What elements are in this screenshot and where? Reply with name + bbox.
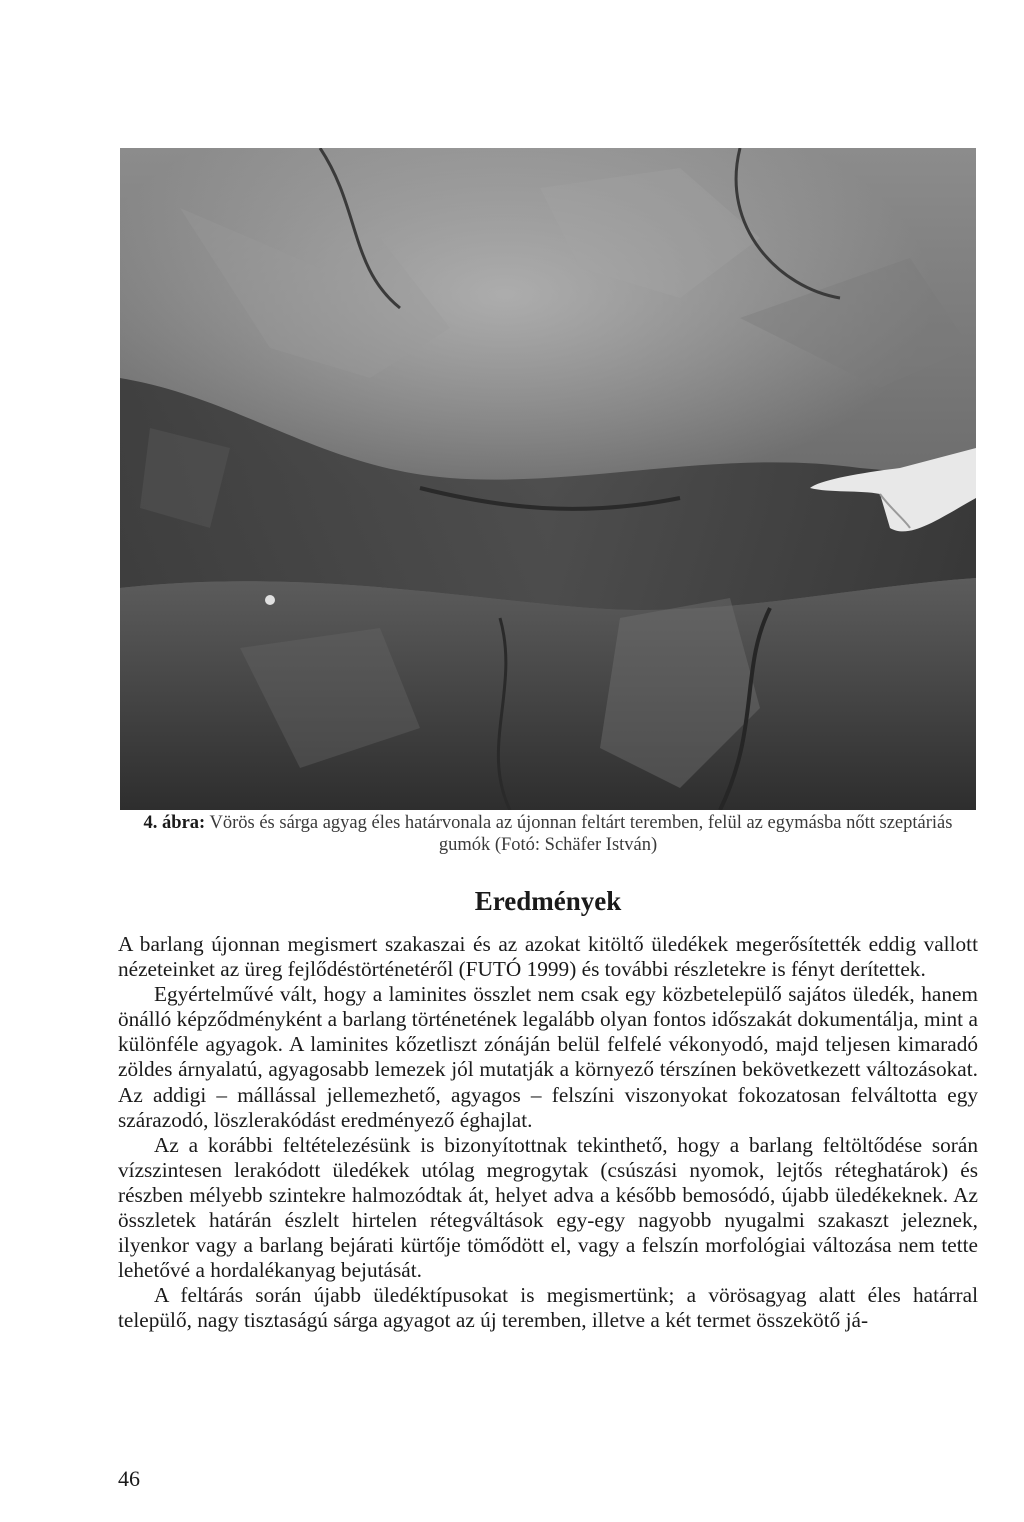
figure-label: 4. ábra: [143,813,206,833]
paragraph-2: Egyértelművé vált, hogy a laminites összlet nem csak egy közbetelepülő sajátos üledék, hanem önálló képződményként a barlang történetének legalább olyan fontos időszakát dokumentálja, mint a különféle agyagok. A laminites kőzetliszt zónáján belül felfelé vékonyodó, majd teljesen kimaradó zöldes árnyalatú, agyagosabb lemezek jól mutatják a környező térszínen bekövetkezett változásokat. Az addigi – mállással jellemezhető, agyagos – felszíni viszonyokat fokozatosan felváltotta egy szárazodó, löszlerakódást eredményező éghajlat. [118,982,978,1132]
body-text [118,932,978,1334]
paragraph-4: A feltárás során újabb üledéktípusokat is megismertünk; a vörösagyag alatt éles határral települő, nagy tisztaságú sárga agyagot az új teremben, illetve a két termet összekötő já- [118,1283,978,1333]
section-heading: Eredmények [474,886,622,916]
paragraph-3: Az a korábbi feltételezésünk is bizonyítottnak tekinthető, hogy a barlang feltöltődése során vízszintesen lerakódott üledékek utólag megrogytak (csúszási nyomok, lejtős réteghatárok) és részben mélyebb szintekre halmozódtak át, helyet adva a később bemosódó, újabb üledékeknek. Az összletek határán észlelt hirtelen rétegváltások egy-egy nagyobb nyugalmi szakaszt jeleznek, ilyenkor vagy a barlang bejárati kürtője tömődött el, vagy a felszín morfológiai változása nem tette lehetővé a hordalékanyag bejutását. [118,1132,978,1283]
paragraph-1: A barlang újonnan megismert szakaszai és az azokat kitöltő üledékek megerősítették eddig vallott nézeteinket az üreg fejlődéstörténetéről (FUTÓ 1999) és további részletekre is fényt derítettek. [118,932,978,982]
cave-photo-illustration [120,148,976,810]
page-number: 46 [118,1466,140,1491]
cave-photograph [120,148,976,810]
figure-caption-text: Vörös és sárga agyag éles határvonala az újonnan feltárt teremben, felül az egymásba nőtt szeptáriás gumók (Fotó: Schäfer István) [209,813,953,855]
figure-caption [120,812,976,856]
